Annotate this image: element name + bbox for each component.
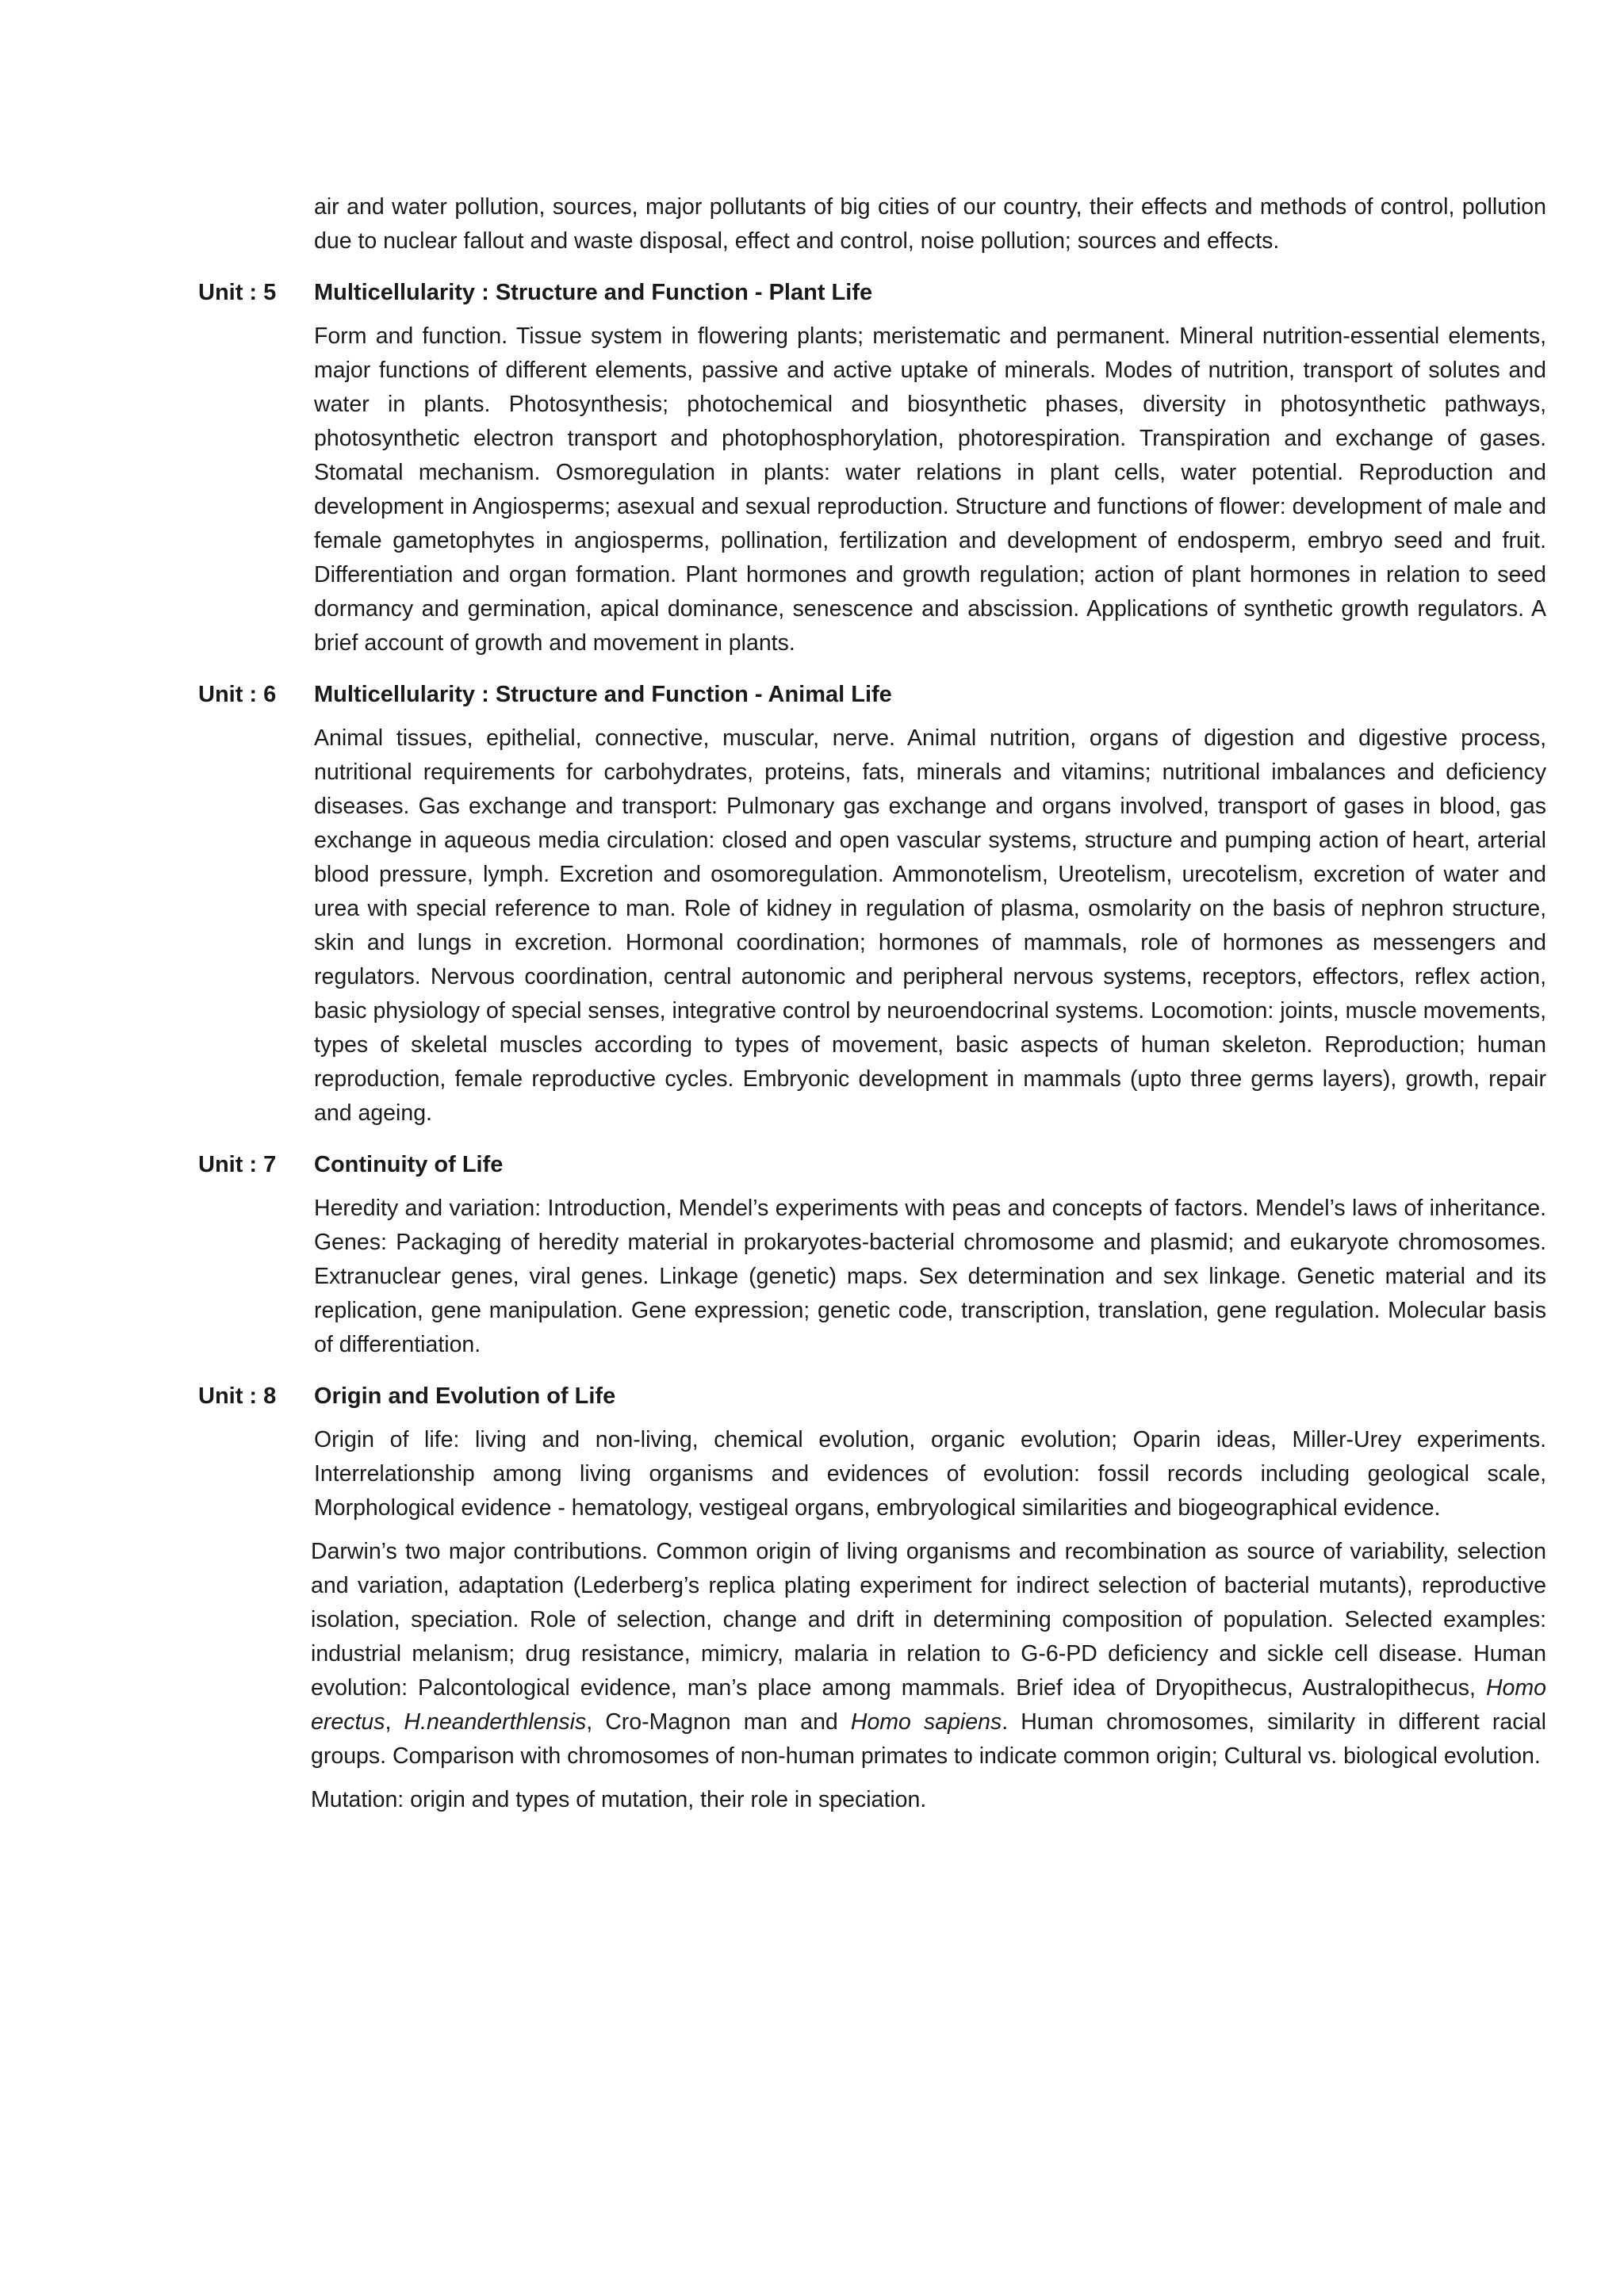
unit-8-title: Origin and Evolution of Life (314, 1383, 616, 1409)
unit-8-heading (198, 1380, 1546, 1414)
unit-8-paragraph: Origin of life: living and non-living, chemical evolution, organic evolution; Oparin ideas, Miller-Urey experiments. Interrelationship among living organisms and evidences of evolution: fossil records including geological scale, Morphological evidence - hematology, vestigeal organs, embryological similarities and biogeographical evidence. (314, 1427, 1546, 1521)
unit-5-heading (198, 276, 1546, 310)
syllabus-content (198, 190, 1546, 1817)
unit-7-heading (198, 1148, 1546, 1182)
unit-5-paragraph: Form and function. Tissue system in flowering plants; meristematic and permanent. Mineral nutrition-essential elements, major functions of different elements, passive and active uptake of minerals. Modes of nutrition, transport of solutes and water in plants. Photosynthesis; photochemical and biosynthetic phases, diversity in photosynthetic pathways, photosynthetic electron transport and photophosphorylation, photorespiration. Transpiration and exchange of gases. Stomatal mechanism. Osmoregulation in plants: water relations in plant cells, water potential. Reproduction and development in Angiosperms; asexual and sexual reproduction. Structure and functions of flower: development of male and female gametophytes in angiosperms, pollination, fertilization and development of endosperm, embryo seed and fruit. Differentiation and organ formation. Plant hormones and growth regulation; action of plant hormones in relation to seed dormancy and germination, apical dominance, senescence and abscission. Applications of synthetic growth regulators. A brief account of growth and movement in plants. (314, 323, 1546, 656)
unit-6-label: Unit : 6 (198, 682, 277, 707)
unit-5-section (198, 276, 1546, 660)
unit-7-paragraph: Heredity and variation: Introduction, Mendel’s experiments with peas and concepts of factors. Mendel’s laws of inheritance. Genes: Packaging of heredity material in prokaryotes-bacterial chromosome and plasmid; and eukaryote chromosomes. Extranuclear genes, viral genes. Linkage (genetic) maps. Sex determination and sex linkage. Genetic material and its replication, gene manipulation. Gene expression; genetic code, transcription, translation, gene regulation. Molecular basis of differentiation. (314, 1196, 1546, 1357)
unit-6-paragraph: Animal tissues, epithelial, connective, muscular, nerve. Animal nutrition, organs of digestion and digestive process, nutritional requirements for carbohydrates, proteins, fats, minerals and vitamins; nutritional imbalances and deficiency diseases. Gas exchange and transport: Pulmonary gas exchange and organs involved, transport of gases in blood, gas exchange in aqueous media circulation: closed and open vascular systems, structure and pumping action of heart, arterial blood pressure, lymph. Excretion and osomoregulation. Ammonotelism, Ureotelism, urecotelism, excretion of water and urea with special reference to man. Role of kidney in regulation of plasma, osmolarity on the basis of nephron structure, skin and lungs in excretion. Hormonal coordination; hormones of mammals, role of hormones as messengers and regulators. Nervous coordination, central autonomic and peripheral nervous systems, receptors, effectors, reflex action, basic physiology of special senses, integrative control by neuroendocrinal systems. Locomotion: joints, muscle movements, types of skeletal muscles according to types of movement, basic aspects of human skeleton. Reproduction; human reproduction, female reproductive cycles. Embryonic development in mammals (upto three germs layers), growth, repair and ageing. (314, 725, 1547, 1126)
unit-6-title: Multicellularity : Structure and Function - Animal Life (314, 682, 892, 707)
unit-7-section (198, 1148, 1546, 1362)
unit-6-section (198, 678, 1546, 1131)
unit-6-heading (198, 678, 1546, 712)
darwin-italic-neanderthlensis: H.neanderthlensis (404, 1709, 587, 1735)
darwin-text-3: . Human chromosomes, similarity in different racial groups. Comparison with chromosomes of non-human primates to indicate common origin; Cultural vs. biological evolution. (311, 1709, 1546, 1769)
unit-7-label: Unit : 7 (198, 1152, 277, 1177)
unit-5-title: Multicellularity : Structure and Function - Plant Life (314, 280, 873, 305)
darwin-text-2: , Cro-Magnon man and (586, 1709, 851, 1735)
intro-paragraph: air and water pollution, sources, major pollutants of big cities of our country, their effects and methods of control, pollution due to nuclear fallout and waste disposal, effect and control, noise pollution; sources and effects. (314, 194, 1546, 254)
unit-8-section (198, 1380, 1546, 1817)
unit-8-label: Unit : 8 (198, 1383, 277, 1409)
darwin-text-1: Darwin’s two major contributions. Common origin of living organisms and recombination as source of variability, selection and variation, adaptation (Lederberg’s replica plating experiment for indirect selection of bacterial mutants), reproductive isolation, speciation. Role of selection, change and drift in determining composition of population. Selected examples: industrial melanism; drug resistance, mimicry, malaria in relation to G-6-PD deficiency and sickle cell disease. Human evolution: Palcontological evidence, man’s place among mammals. Brief idea of Dryopithecus, Australopithecus, (311, 1539, 1546, 1701)
darwin-italic-homo-sapiens: Homo sapiens (850, 1709, 1002, 1735)
mutation-paragraph: Mutation: origin and types of mutation, their role in speciation. (311, 1787, 927, 1812)
unit-5-label: Unit : 5 (198, 280, 277, 305)
darwin-italic-homo-erectus: Homo erectus (311, 1675, 1546, 1735)
unit-7-title: Continuity of Life (314, 1152, 504, 1177)
darwin-separator: , (385, 1709, 404, 1735)
darwin-paragraph (311, 1535, 1546, 1774)
